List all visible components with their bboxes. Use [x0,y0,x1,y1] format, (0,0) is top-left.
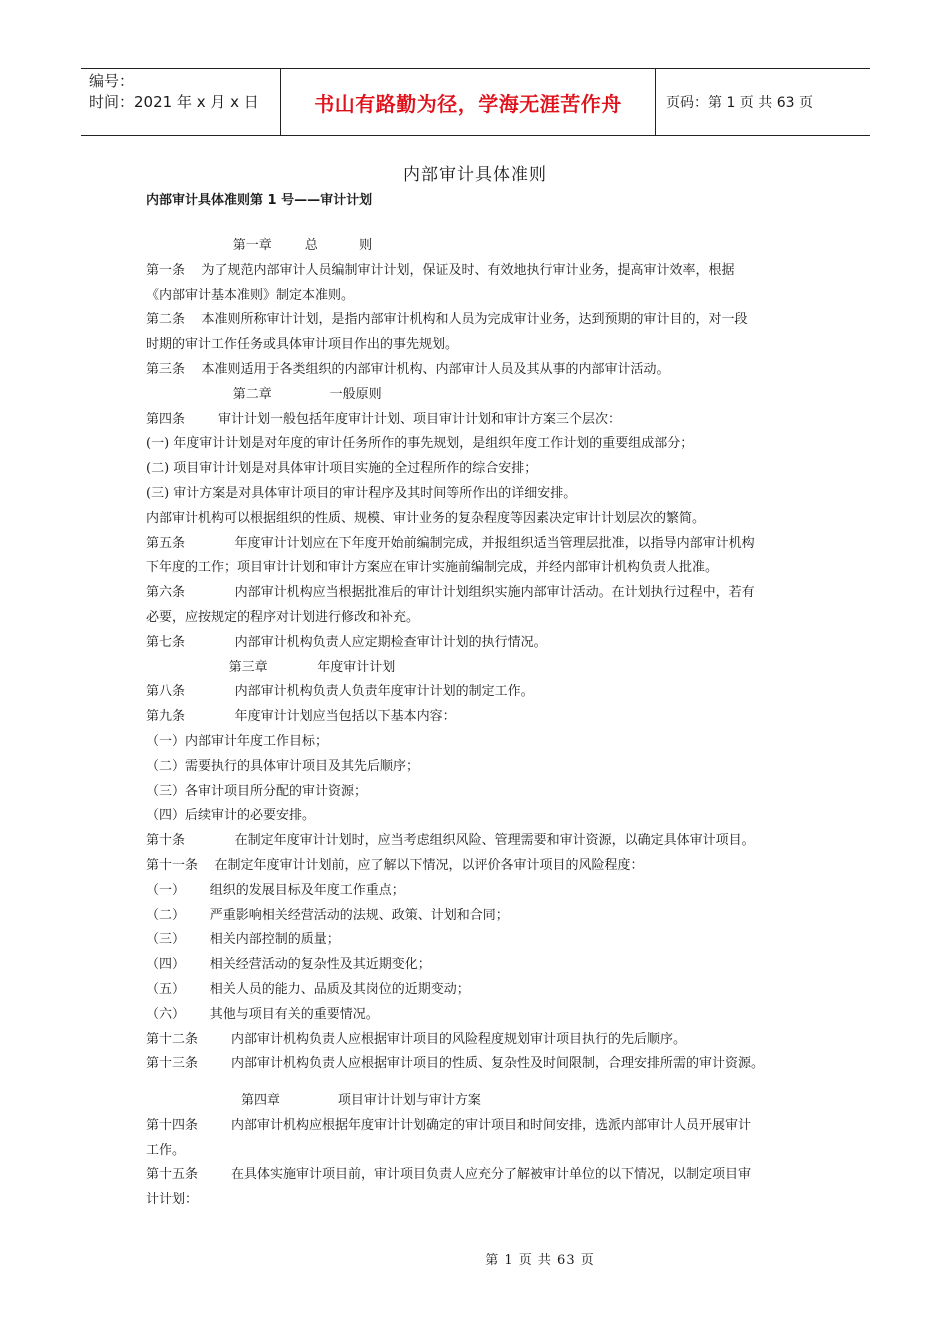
body-line: 第二章 一般原则 [146,386,382,402]
body-line: 计计划： [146,1192,199,1208]
body-line: 第二条 本准则所称审计计划，是指内部审计机构和人员为完成审计业务，达到预期的审计目的，对一段 [146,312,748,328]
body-line: 第十五条 在具体实施审计项目前，审计项目负责人应充分了解被审计单位的以下情况，以制定项目审 [146,1167,752,1183]
body-line: 第十一条 在制定年度审计计划前，应了解以下情况，以评价各审计项目的风险程度： [146,857,644,873]
document-body [146,234,818,1213]
body-line: 第八条 内部审计机构负责人负责年度审计计划的制定工作。 [146,684,534,700]
page-footer: 第 1 页 共 63 页 [485,1253,595,1268]
body-line: （四） 相关经营活动的复杂性及其近期变化； [146,957,431,973]
body-line: 第四章 项目审计计划与审计方案 [146,1093,481,1109]
body-line: 第十三条 内部审计机构负责人应根据审计项目的性质、复杂性及时间限制，合理安排所需的审计资源。 [146,1056,765,1072]
body-line: 必要，应按规定的程序对计划进行修改和补充。 [146,609,420,625]
body-line: 第九条 年度审计计划应当包括以下基本内容： [146,709,456,725]
body-line: 第五条 年度审计计划应在下年度开始前编制完成，并报组织适当管理层批准，以指导内部审计机构 [146,535,755,551]
body-line: （二）需要执行的具体审计项目及其先后顺序； [146,758,420,774]
body-line: 下年度的工作；项目审计计划和审计方案应在审计实施前编制完成，并经内部审计机构负责人批准。 [146,560,719,576]
body-line: （二） 严重影响相关经营活动的法规、政策、计划和合同； [146,907,509,923]
document-subtitle: 内部审计具体准则第 1 号——审计计划 [146,193,373,208]
body-line: 第三条 本准则适用于各类组织的内部审计机构、内部审计人员及其从事的内部审计活动。 [146,361,670,377]
body-line: 时期的审计工作任务或具体审计项目作出的事先规划。 [146,337,459,353]
header-left-cell [81,69,281,135]
body-line: （一）内部审计年度工作目标； [146,733,329,749]
body-line: 第十二条 内部审计机构负责人应根据审计项目的风险程度规划审计项目执行的先后顺序。 [146,1031,687,1047]
body-line: 第一章 总 则 [146,238,373,253]
body-line: （六） 其他与项目有关的重要情况。 [146,1006,379,1022]
body-line: 内部审计机构可以根据组织的性质、规模、审计业务的复杂程度等因素决定审计计划层次的繁简。 [146,510,706,526]
body-line: 第一条 为了规范内部审计人员编制审计计划，保证及时、有效地执行审计业务，提高审计效率，根据 [146,262,735,278]
time-label: 时间：2021 年 x 月 x 日 [89,93,259,111]
document-title: 内部审计具体准则 [403,165,547,185]
body-line: 第六条 内部审计机构应当根据批准后的审计计划组织实施内部审计活动。在计划执行过程中，若有 [146,585,755,601]
body-line: （四）后续审计的必要安排。 [146,808,316,824]
number-label: 编号： [89,72,135,90]
body-line: (二) 项目审计计划是对具体审计项目实施的全过程所作的综合安排； [146,461,538,477]
body-line: (三) 审计方案是对具体审计项目的审计程序及其时间等所作出的详细安排。 [146,485,577,501]
header-page-info: 页码：第 1 页 共 63 页 [666,95,813,111]
body-line: 第十四条 内部审计机构应根据年度审计计划确定的审计项目和时间安排，选派内部审计人员开展审计 [146,1117,752,1133]
body-line: 第七条 内部审计机构负责人应定期检查审计计划的执行情况。 [146,634,547,650]
body-line: 第三章 年度审计计划 [146,659,396,675]
body-line: （三）各审计项目所分配的审计资源； [146,783,368,799]
body-line: 第四条 审计计划一般包括年度审计计划、项目审计计划和审计方案三个层次： [146,411,622,427]
body-line: （五） 相关人员的能力、品质及其岗位的近期变动； [146,981,470,997]
header-motto: 书山有路勤为径，学海无涯苦作舟 [281,69,656,135]
body-line: （一） 组织的发展目标及年度工作重点； [146,882,405,898]
body-line: （三） 相关内部控制的质量； [146,932,340,948]
body-line: 工作。 [146,1142,186,1158]
body-line: 《内部审计基本准则》制定本准则。 [146,287,355,303]
page-header [81,68,870,136]
body-line: (一) 年度审计计划是对年度的审计任务所作的事先规划，是组织年度工作计划的重要组成部分； [146,436,694,452]
body-line [146,1077,818,1089]
body-line: 第十条 在制定年度审计计划时，应当考虑组织风险、管理需要和审计资源，以确定具体审计项目。 [146,833,755,849]
